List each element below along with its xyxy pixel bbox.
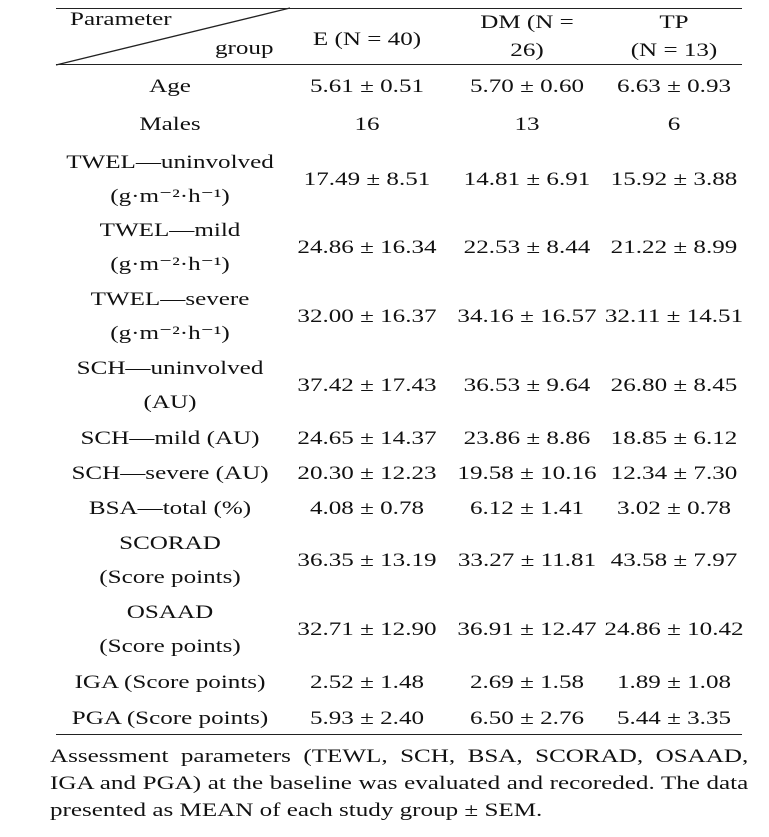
table-cell: 1.89 ± 1.08 — [616, 672, 732, 693]
table-cell: 24.65 ± 14.37 — [297, 428, 437, 449]
table-cell: 26.80 ± 8.45 — [610, 375, 738, 396]
table-cell: 12.34 ± 7.30 — [610, 463, 738, 484]
corner-header-parameter: Parameter — [70, 9, 172, 30]
table-cell: 37.42 ± 17.43 — [297, 375, 437, 396]
table-cell: 22.53 ± 8.44 — [463, 237, 591, 258]
row-label-unit: (g·m⁻²·h⁻¹) — [110, 323, 230, 344]
table-cell: 6.12 ± 1.41 — [469, 498, 585, 519]
row-label-unit: (g·m⁻²·h⁻¹) — [110, 186, 230, 207]
row-label: TWEL—severe — [90, 289, 250, 310]
row-label: SCH—mild (AU) — [80, 428, 260, 449]
table-cell: 36.91 ± 12.47 — [457, 619, 597, 640]
table-cell: 23.86 ± 8.86 — [463, 428, 591, 449]
row-label-unit: (AU) — [143, 392, 197, 413]
column-header-line2: (N = 13) — [630, 40, 718, 61]
table-cell: 36.53 ± 9.64 — [463, 375, 591, 396]
column-header: E (N = 40) — [312, 29, 422, 50]
table-cell: 21.22 ± 8.99 — [610, 237, 738, 258]
table-cell: 33.27 ± 11.81 — [457, 550, 597, 571]
table-cell: 5.70 ± 0.60 — [469, 76, 585, 97]
row-label: BSA—total (%) — [88, 498, 252, 519]
table-cell: 5.61 ± 0.51 — [309, 76, 425, 97]
column-header: TP — [659, 12, 689, 33]
row-label-unit: (Score points) — [99, 636, 241, 657]
table-cell: 6.50 ± 2.76 — [469, 708, 585, 729]
table-cell: 36.35 ± 13.19 — [297, 550, 437, 571]
row-label: PGA (Score points) — [71, 708, 269, 729]
row-label-unit: (g·m⁻²·h⁻¹) — [110, 254, 230, 275]
row-label: Males — [139, 114, 201, 135]
table-cell: 14.81 ± 6.91 — [463, 169, 591, 190]
row-label-unit: (Score points) — [99, 567, 241, 588]
table-cell: 2.52 ± 1.48 — [309, 672, 425, 693]
table-cell: 6 — [667, 114, 681, 135]
table-cell: 19.58 ± 10.16 — [457, 463, 597, 484]
table-cell: 2.69 ± 1.58 — [469, 672, 585, 693]
table-cell: 18.85 ± 6.12 — [610, 428, 738, 449]
table-cell: 34.16 ± 16.57 — [457, 306, 597, 327]
row-label: Age — [149, 76, 191, 97]
table-cell: 3.02 ± 0.78 — [616, 498, 732, 519]
table-cell: 32.71 ± 12.90 — [297, 619, 437, 640]
row-label: SCH—uninvolved — [76, 358, 264, 379]
row-label: TWEL—mild — [99, 220, 241, 241]
table-cell: 6.63 ± 0.93 — [616, 76, 732, 97]
column-header: DM (N = — [480, 12, 574, 33]
row-label: SCH—severe (AU) — [71, 463, 269, 484]
table-caption: Assessment parameters (TEWL, SCH, BSA, SCORAD, OSAAD, IGA and PGA) at the baseline was evaluated and recoreded. The data presented as MEAN of each study group ± SEM. — [50, 746, 749, 821]
table-cell: 24.86 ± 16.34 — [297, 237, 437, 258]
table-cell: 43.58 ± 7.97 — [610, 550, 738, 571]
row-label: IGA (Score points) — [74, 672, 266, 693]
table-cell: 15.92 ± 3.88 — [610, 169, 738, 190]
row-label: OSAAD — [126, 602, 214, 623]
table-cell: 4.08 ± 0.78 — [309, 498, 425, 519]
corner-header-group: group — [215, 38, 274, 59]
row-label: TWEL—uninvolved — [66, 152, 274, 173]
table-cell: 17.49 ± 8.51 — [303, 169, 431, 190]
table-cell: 5.44 ± 3.35 — [616, 708, 732, 729]
row-label: SCORAD — [119, 533, 221, 554]
table-cell: 24.86 ± 10.42 — [604, 619, 744, 640]
table-cell: 20.30 ± 12.23 — [297, 463, 437, 484]
table-cell: 13 — [514, 114, 540, 135]
table-cell: 16 — [354, 114, 380, 135]
table-cell: 5.93 ± 2.40 — [309, 708, 425, 729]
table-cell: 32.11 ± 14.51 — [604, 306, 744, 327]
column-header-line2: 26) — [510, 40, 544, 61]
table-cell: 32.00 ± 16.37 — [297, 306, 437, 327]
